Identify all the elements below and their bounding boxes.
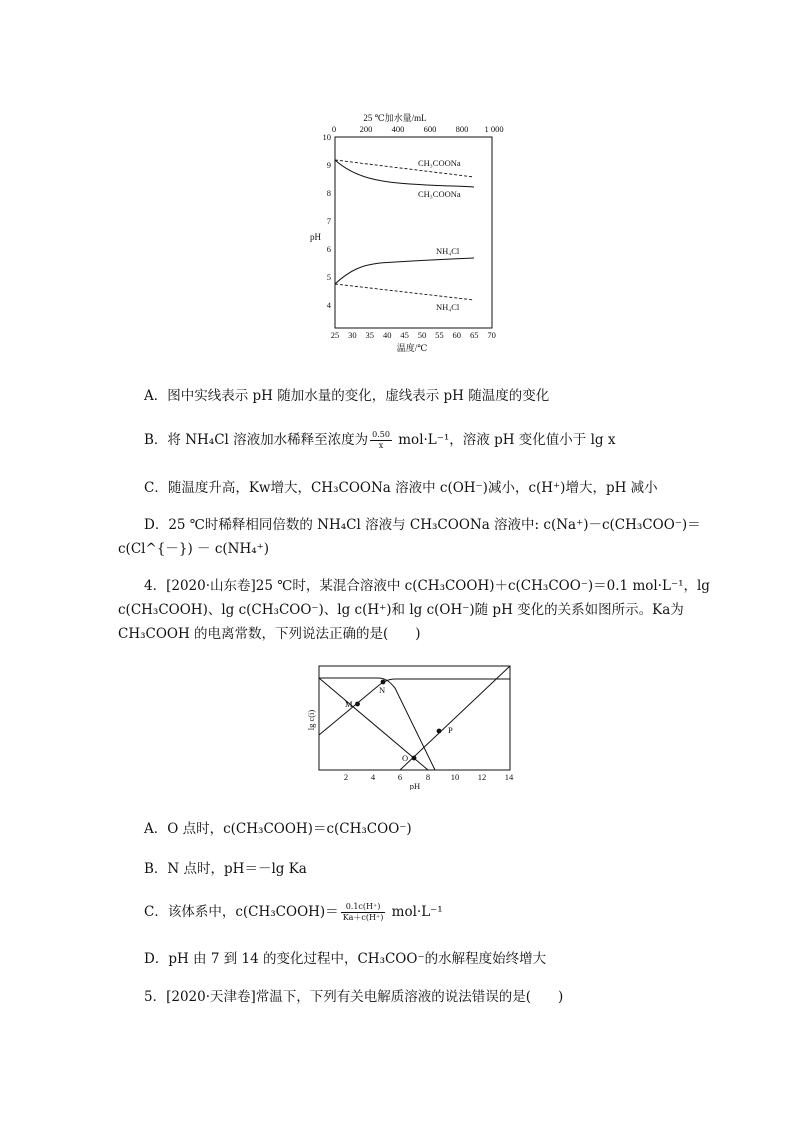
svg-text:400: 400 bbox=[391, 124, 405, 134]
figure-lgc-vs-ph bbox=[300, 662, 520, 790]
label-p: P bbox=[448, 725, 453, 735]
label-nh4cl-dashed: NH₄Cl bbox=[436, 302, 460, 312]
q3-option-a: A．图中实线表示 pH 随加水量的变化，虚线表示 pH 随温度的变化 bbox=[144, 388, 550, 404]
svg-text:8: 8 bbox=[326, 188, 331, 198]
line-lg-oh bbox=[400, 666, 510, 770]
top-axis-title: 25 ℃加水量/mL bbox=[363, 113, 427, 123]
svg-text:70: 70 bbox=[487, 330, 496, 340]
label-ch3coona-solid: CH₃COONa bbox=[418, 189, 461, 199]
y-axis-title: pH bbox=[310, 232, 321, 242]
line-lg-h bbox=[319, 678, 428, 770]
figure-ph-temperature-dilution bbox=[300, 112, 520, 358]
x-axis-title: 温度/℃ bbox=[396, 343, 428, 353]
svg-text:6: 6 bbox=[326, 244, 331, 254]
y-axis-ticks bbox=[323, 132, 332, 310]
svg-text:30: 30 bbox=[348, 330, 357, 340]
fig2-plot-frame bbox=[319, 666, 510, 770]
q5-stem: 5．[2020·天津卷]常温下，下列有关电解质溶液的说法错误的是( ) bbox=[144, 989, 564, 1005]
svg-text:14: 14 bbox=[504, 772, 514, 782]
q4-option-c bbox=[144, 900, 443, 923]
svg-text:2: 2 bbox=[343, 772, 349, 782]
svg-text:35: 35 bbox=[365, 330, 375, 340]
svg-text:200: 200 bbox=[359, 124, 373, 134]
svg-text:65: 65 bbox=[469, 330, 479, 340]
point-m bbox=[355, 702, 360, 707]
svg-text:6: 6 bbox=[397, 772, 403, 782]
svg-text:800: 800 bbox=[455, 124, 469, 134]
q4-option-a: A．O 点时，c(CH₃COOH)＝c(CH₃COO⁻) bbox=[144, 821, 412, 837]
svg-text:5: 5 bbox=[326, 272, 331, 282]
svg-text:7: 7 bbox=[326, 216, 331, 226]
q4-option-c-fraction: $\frac{0.1c(H^+)}{Ka+c(H^+)}$ bbox=[342, 902, 384, 922]
svg-text:0: 0 bbox=[331, 124, 337, 134]
svg-text:600: 600 bbox=[423, 124, 437, 134]
svg-text:12: 12 bbox=[477, 772, 487, 782]
svg-text:10: 10 bbox=[450, 772, 460, 782]
svg-text:60: 60 bbox=[452, 330, 462, 340]
label-nh4cl-solid: NH₄Cl bbox=[436, 246, 460, 256]
q4-stem-line3: CH₃COOH 的电离常数，下列说法正确的是( ) bbox=[118, 626, 421, 642]
q3-option-b-text-post: mol·L⁻¹，溶液 pH 变化值小于 lg x bbox=[393, 432, 616, 448]
svg-text:10: 10 bbox=[322, 132, 331, 142]
q3-option-b-fraction: $\frac{0.50}{x}$ bbox=[372, 430, 390, 450]
q4-stem-line2: c(CH₃COOH)、lg c(CH₃COO⁻)、lg c(H⁺)和 lg c(OH⁻)随 pH 变化的关系如图所示。Ka为 bbox=[118, 602, 684, 618]
q3-option-d-line1: D．25 ℃时稀释相同倍数的 NH₄Cl 溶液与 CH₃COONa 溶液中: c(Na⁺)－c(CH₃COO⁻)＝ bbox=[144, 517, 701, 533]
bottom-axis-ticks bbox=[331, 330, 496, 340]
svg-text:40: 40 bbox=[382, 330, 392, 340]
svg-text:50: 50 bbox=[417, 330, 427, 340]
point-o bbox=[412, 756, 417, 761]
q4-option-c-text-post: mol·L⁻¹ bbox=[387, 904, 443, 920]
point-p bbox=[437, 729, 442, 734]
svg-text:4: 4 bbox=[326, 300, 331, 310]
q4-option-c-text: C．该体系中，c(CH₃COOH)＝ bbox=[144, 904, 339, 920]
svg-text:9: 9 bbox=[326, 160, 331, 170]
svg-text:8: 8 bbox=[425, 772, 431, 782]
fig2-x-axis-title: pH bbox=[409, 781, 421, 790]
nh4cl-solid-curve bbox=[335, 258, 474, 284]
q3-option-d-line2: c(Cl^{－}) － c(NH₄⁺) bbox=[118, 541, 270, 557]
label-ch3coona-dashed: CH₃COONa bbox=[418, 158, 461, 168]
nh4cl-dashed-curve bbox=[335, 284, 474, 300]
top-axis-ticks bbox=[332, 124, 504, 134]
label-o: O bbox=[402, 753, 409, 763]
svg-text:25: 25 bbox=[330, 330, 340, 340]
point-n bbox=[381, 680, 386, 685]
label-n: N bbox=[379, 685, 386, 695]
fig2-y-axis-title: lg c(i) bbox=[306, 709, 316, 731]
q4-option-b: B．N 点时，pH＝－lg Ka bbox=[144, 861, 307, 877]
svg-text:55: 55 bbox=[435, 330, 444, 340]
q3-option-c: C．随温度升高，Kw增大，CH₃COONa 溶液中 c(OH⁻)减小，c(H⁺)增大，pH 减小 bbox=[144, 480, 658, 496]
q3-option-b-text: B．将 NH₄Cl 溶液加水稀释至浓度为 bbox=[144, 432, 369, 448]
q4-stem-line1: 4．[2020·山东卷]25 ℃时，某混合溶液中 c(CH₃COOH)＋c(CH₃COO⁻)＝0.1 mol·L⁻¹，lg bbox=[144, 578, 710, 594]
line-lg-ch3cooh bbox=[319, 678, 435, 770]
q3-option-b bbox=[144, 428, 615, 451]
svg-text:4: 4 bbox=[370, 772, 376, 782]
label-m: M bbox=[345, 699, 353, 709]
svg-text:45: 45 bbox=[400, 330, 409, 340]
svg-text:1 000: 1 000 bbox=[484, 124, 504, 134]
plot-frame bbox=[335, 137, 492, 328]
q4-option-d: D．pH 由 7 到 14 的变化过程中，CH₃COO⁻的水解程度始终增大 bbox=[144, 951, 547, 967]
fig2-x-ticks bbox=[344, 772, 514, 782]
